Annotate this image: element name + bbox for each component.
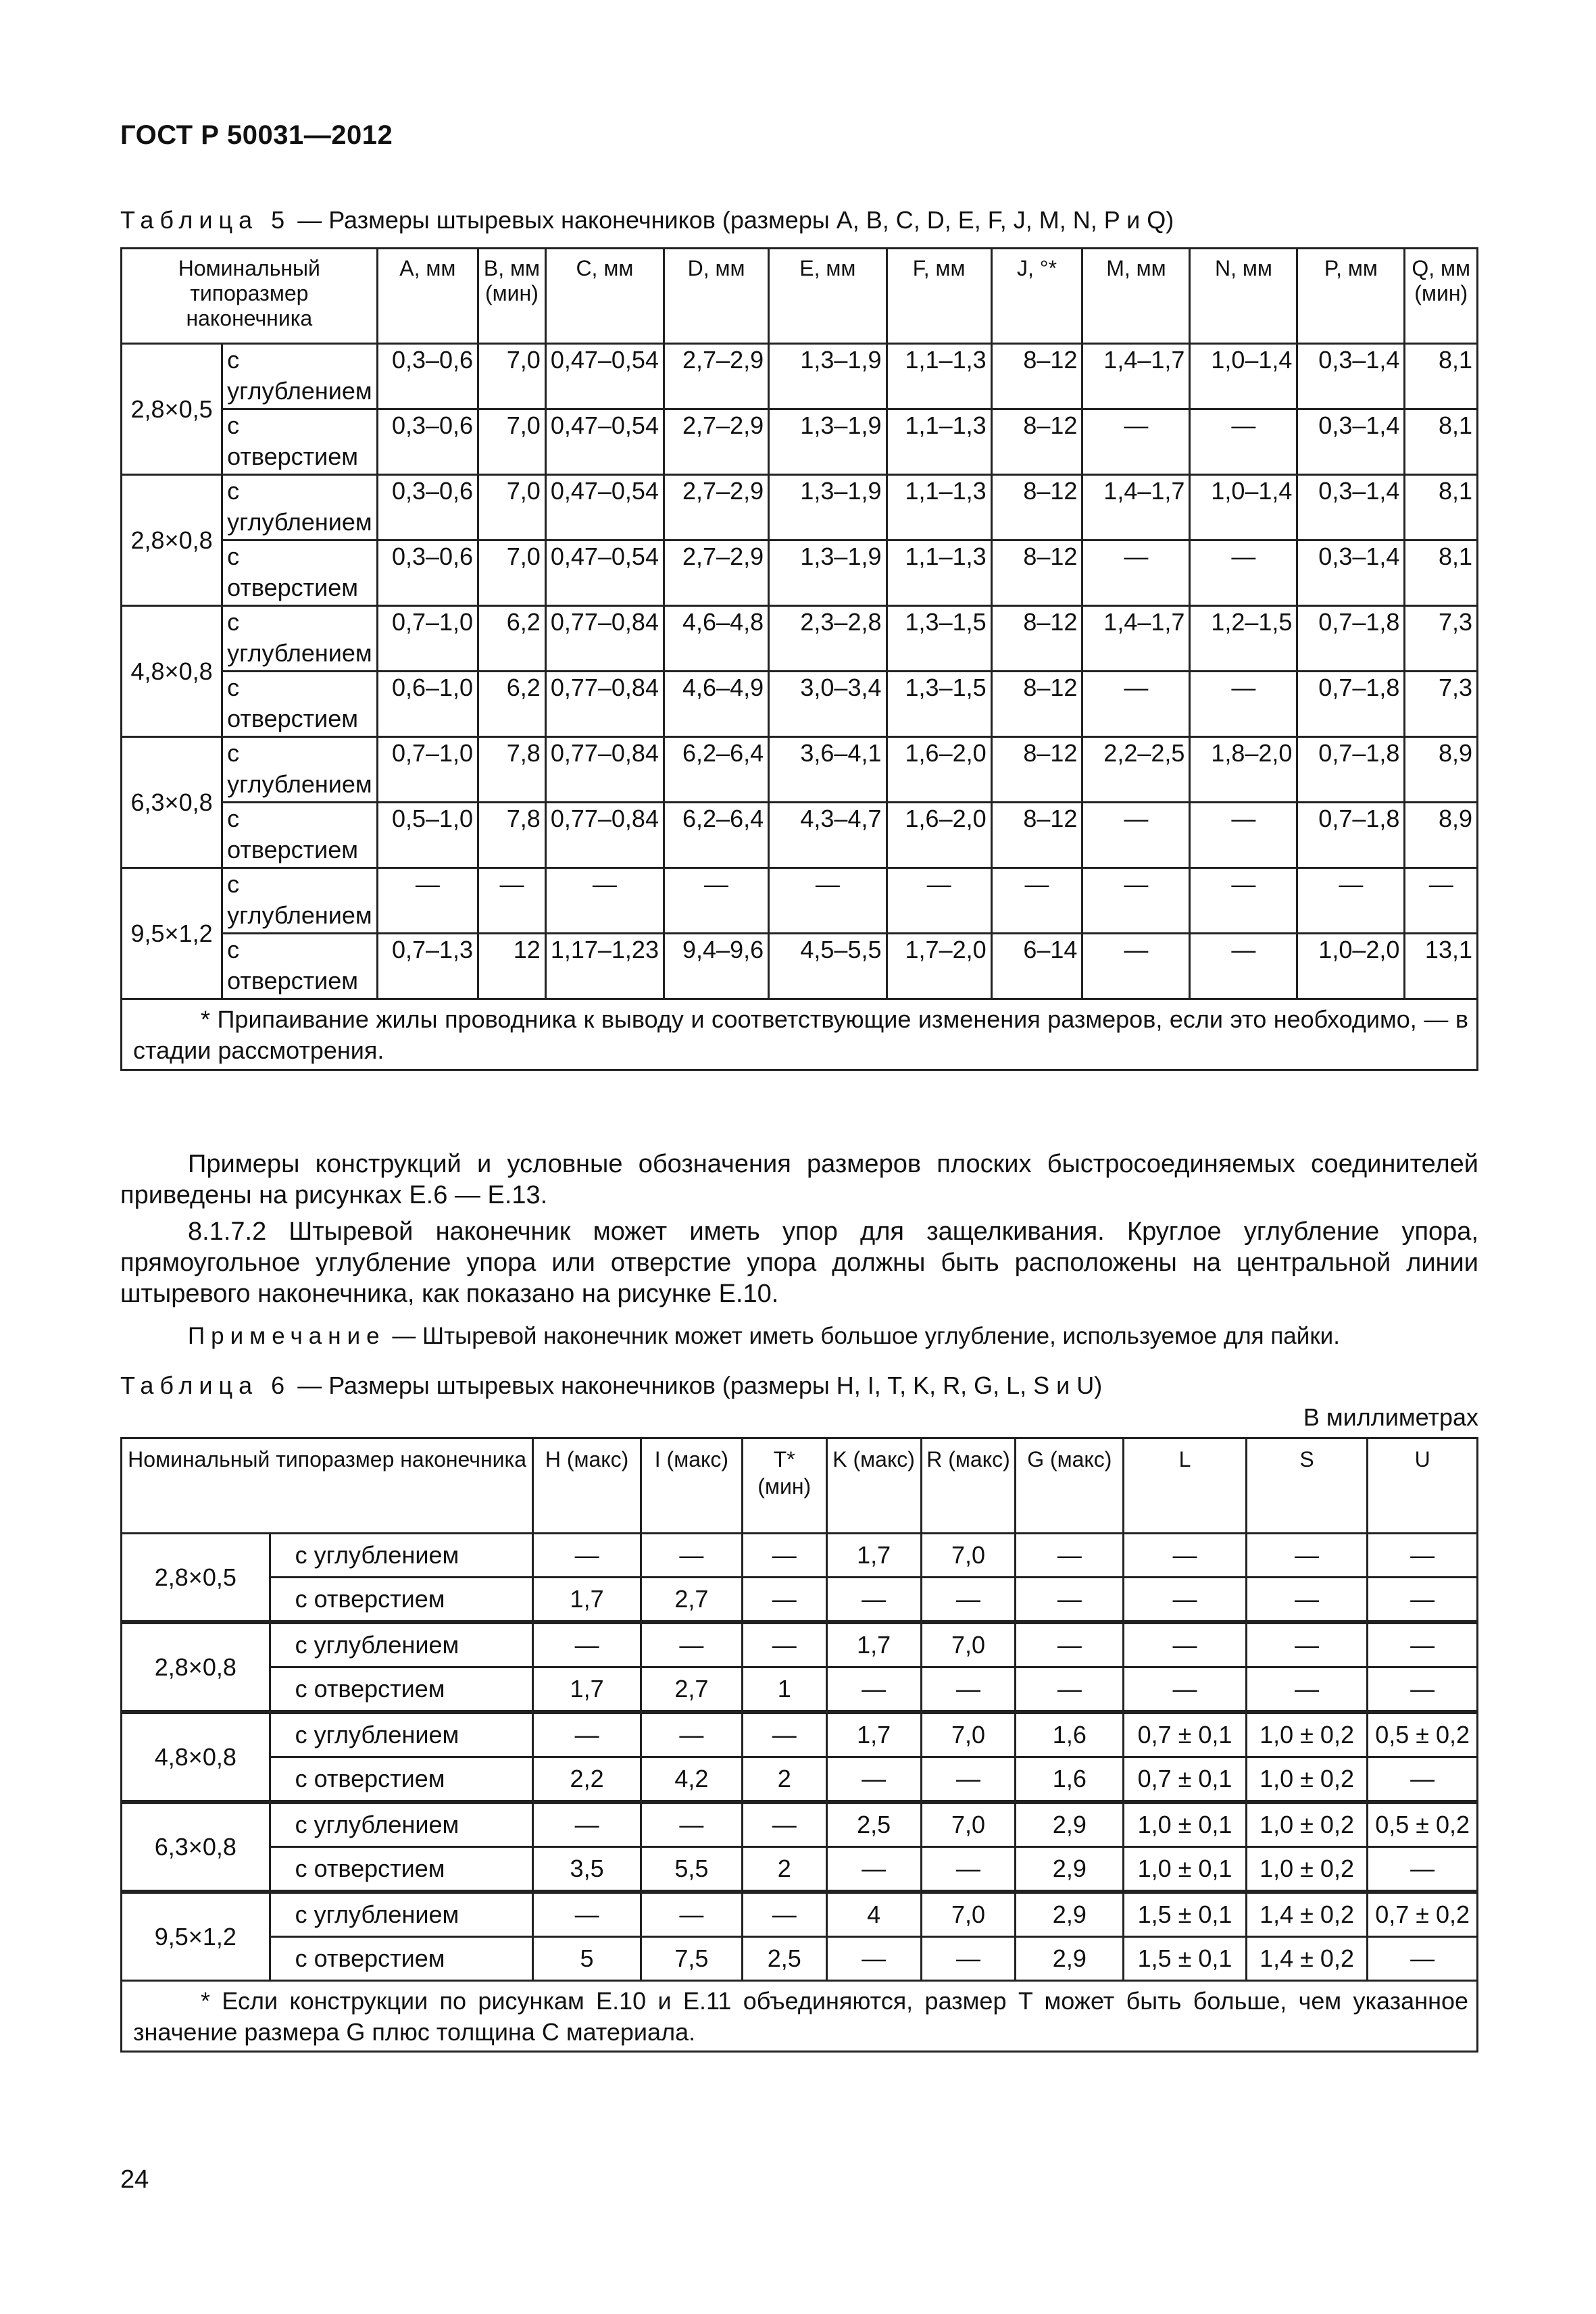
value-cell: — [1124,1578,1247,1623]
value-cell: — [826,1667,921,1713]
value-cell: — [826,1578,921,1623]
table5-col-header: J, °* [991,249,1082,344]
variant-cell: с углублением [222,475,378,540]
value-cell: — [921,1578,1016,1623]
size-cell: 9,5×1,2 [122,868,222,999]
value-cell: 1,0 ± 0,2 [1246,1802,1368,1847]
paragraph-8-1-7-2: 8.1.7.2 Штыревой наконечник может иметь упор для защелкивания. Круглое углубление упора, прямоугольное углубление упора или отверстие упора должны быть расположены на центральной линии штыревого наконечника, как показано на рисунке Е.10. [120,1217,1478,1308]
value-cell: 8,1 [1405,409,1478,475]
value-cell: 1,3–1,5 [887,606,991,672]
variant-cell: с углублением [222,868,378,934]
table5-caption-text: — Размеры штыревых наконечников (размеры A, B, C, D, E, F, J, M, N, P и Q) [291,206,1174,234]
value-cell: 1,4 ± 0,2 [1246,1937,1368,1981]
value-cell: 7,0 [921,1802,1016,1847]
size-cell: 6,3×0,8 [122,737,222,868]
value-cell: 0,7–1,0 [377,606,478,672]
table-row [122,344,1478,409]
table6-col-header: L [1124,1438,1247,1534]
value-cell: 8,1 [1405,475,1478,540]
value-cell: 1,3–1,9 [769,475,887,540]
table5-col-header: Q, мм (мин) [1405,249,1478,344]
value-cell: — [1246,1534,1368,1578]
table5-header-row [122,249,1478,344]
value-cell: 7,0 [478,540,546,606]
value-cell: 2,3–2,8 [769,606,887,672]
variant-cell: с отверстием [270,1847,533,1892]
value-cell: — [826,1757,921,1803]
value-cell: 0,7–1,8 [1297,737,1405,803]
note-paragraph [120,1321,1478,1352]
value-cell: — [1246,1578,1368,1623]
value-cell: 0,77–0,84 [545,606,664,672]
value-cell: — [641,1802,742,1847]
value-cell: 8–12 [991,540,1082,606]
size-cell: 2,8×0,8 [122,1622,270,1712]
variant-cell: с углублением [270,1802,533,1847]
table-row [122,1578,1478,1623]
value-cell: 1,4–1,7 [1082,606,1190,672]
value-cell: — [921,1937,1016,1981]
value-cell: 2,7–2,9 [664,344,768,409]
value-cell: 0,77–0,84 [545,803,664,868]
value-cell: 2,5 [742,1937,826,1981]
variant-cell: с отверстием [222,934,378,999]
value-cell: 1,1–1,3 [887,344,991,409]
variant-cell: с углублением [222,737,378,803]
value-cell: — [1124,1622,1247,1667]
value-cell: — [1082,672,1190,737]
value-cell: 8,9 [1405,803,1478,868]
value-cell: — [1368,1757,1478,1803]
value-cell: — [1016,1667,1124,1713]
variant-cell: с отверстием [270,1578,533,1623]
value-cell: 0,7 ± 0,1 [1124,1757,1247,1803]
table-row [122,868,1478,934]
value-cell: — [1082,409,1190,475]
note-text: — Штыревой наконечник может иметь большое углубление, используемое для пайки. [385,1323,1340,1349]
value-cell: 2,7–2,9 [664,475,768,540]
value-cell: 2 [742,1757,826,1803]
table-row [122,1667,1478,1713]
value-cell: — [921,1757,1016,1803]
value-cell: 0,3–1,4 [1297,344,1405,409]
value-cell: — [1246,1667,1368,1713]
value-cell: 0,5 ± 0,2 [1368,1802,1478,1847]
value-cell: 0,3–0,6 [377,475,478,540]
value-cell: 4,6–4,8 [664,606,768,672]
table5-footnote [122,999,1478,1070]
value-cell: 9,4–9,6 [664,934,768,999]
value-cell: 0,7–1,8 [1297,672,1405,737]
value-cell: — [641,1534,742,1578]
value-cell: 2,5 [826,1802,921,1847]
value-cell: — [887,868,991,934]
size-cell: 4,8×0,8 [122,606,222,737]
page-number: 24 [120,2165,149,2194]
value-cell: 7,0 [921,1892,1016,1937]
value-cell: 1,3–1,5 [887,672,991,737]
value-cell: — [1368,1847,1478,1892]
value-cell: — [641,1712,742,1757]
value-cell: — [1368,1937,1478,1981]
value-cell: — [742,1534,826,1578]
table-row [122,1712,1478,1757]
value-cell: 2,7 [641,1667,742,1713]
value-cell: 2 [742,1847,826,1892]
value-cell: 6,2 [478,606,546,672]
value-cell: 8,1 [1405,540,1478,606]
value-cell: — [1016,1534,1124,1578]
value-cell: — [1124,1534,1247,1578]
table6-col-header: R (макс) [921,1438,1016,1534]
value-cell: 2,9 [1016,1802,1124,1847]
value-cell: 1,4–1,7 [1082,475,1190,540]
value-cell: — [921,1847,1016,1892]
variant-cell: с углублением [222,344,378,409]
value-cell: — [533,1534,641,1578]
value-cell: 1,3–1,9 [769,540,887,606]
table5-col-header: C, мм [545,249,664,344]
value-cell: 0,3–1,4 [1297,475,1405,540]
value-cell: — [1124,1667,1247,1713]
size-cell: 4,8×0,8 [122,1712,270,1802]
value-cell: 0,3–0,6 [377,409,478,475]
table5-col-nominal: Номинальный типоразмер наконечника [122,249,378,344]
value-cell: 1,3–1,9 [769,409,887,475]
value-cell: 0,3–0,6 [377,344,478,409]
table-row [122,934,1478,999]
table5-col-header: D, мм [664,249,768,344]
table6-footnote [122,1981,1478,2052]
value-cell: — [664,868,768,934]
variant-cell: с отверстием [222,672,378,737]
value-cell: 4 [826,1892,921,1937]
table6-col-nominal: Номинальный типоразмер наконечника [122,1438,533,1534]
value-cell: — [533,1622,641,1667]
value-cell: — [921,1667,1016,1713]
value-cell: 6,2–6,4 [664,803,768,868]
value-cell: — [641,1622,742,1667]
value-cell: 0,7 ± 0,2 [1368,1892,1478,1937]
value-cell: 4,6–4,9 [664,672,768,737]
value-cell: — [991,868,1082,934]
value-cell: 1,6 [1016,1757,1124,1803]
value-cell: 6,2–6,4 [664,737,768,803]
value-cell: — [742,1622,826,1667]
value-cell: 1,6–2,0 [887,737,991,803]
variant-cell: с углублением [270,1712,533,1757]
table-row [122,737,1478,803]
value-cell: 1,0 ± 0,1 [1124,1802,1247,1847]
value-cell: 7,0 [478,475,546,540]
value-cell: 1,0–1,4 [1190,475,1297,540]
value-cell: — [826,1937,921,1981]
value-cell: 2,9 [1016,1937,1124,1981]
table6-caption-text: — Размеры штыревых наконечников (размеры H, I, T, K, R, G, L, S и U) [291,1372,1103,1399]
table-row [122,1937,1478,1981]
value-cell: 1,0 ± 0,1 [1124,1847,1247,1892]
variant-cell: с отверстием [270,1937,533,1981]
value-cell: 1,1–1,3 [887,540,991,606]
value-cell: 8–12 [991,672,1082,737]
value-cell: — [1082,868,1190,934]
value-cell: 1,2–1,5 [1190,606,1297,672]
variant-cell: с углублением [270,1622,533,1667]
value-cell: — [1190,934,1297,999]
value-cell: 1,0 ± 0,2 [1246,1712,1368,1757]
value-cell: 0,77–0,84 [545,672,664,737]
table5-col-header: E, мм [769,249,887,344]
value-cell: 1,4–1,7 [1082,344,1190,409]
value-cell: 8–12 [991,344,1082,409]
table5-col-header: A, мм [377,249,478,344]
variant-cell: с отверстием [222,409,378,475]
value-cell: 1 [742,1667,826,1713]
table6-col-header: K (макс) [826,1438,921,1534]
value-cell: — [1368,1534,1478,1578]
value-cell: 7,0 [478,344,546,409]
value-cell: 0,47–0,54 [545,344,664,409]
value-cell: 1,7–2,0 [887,934,991,999]
value-cell: — [1297,868,1405,934]
value-cell: 1,0 ± 0,2 [1246,1757,1368,1803]
table5-footnote-row [122,999,1478,1070]
value-cell: 5 [533,1937,641,1981]
value-cell: 1,5 ± 0,1 [1124,1892,1247,1937]
value-cell: 1,6–2,0 [887,803,991,868]
value-cell: 7,0 [921,1622,1016,1667]
value-cell: — [1368,1578,1478,1623]
value-cell: — [1016,1622,1124,1667]
value-cell: — [742,1892,826,1937]
value-cell: — [1190,409,1297,475]
variant-cell: с отверстием [270,1757,533,1803]
value-cell: — [545,868,664,934]
value-cell: 1,0 ± 0,2 [1246,1847,1368,1892]
value-cell: 1,5 ± 0,1 [1124,1937,1247,1981]
value-cell: 0,47–0,54 [545,409,664,475]
table-row [122,1534,1478,1578]
value-cell: 0,7–1,3 [377,934,478,999]
table5-col-header: N, мм [1190,249,1297,344]
value-cell: 4,5–5,5 [769,934,887,999]
table-row [122,1847,1478,1892]
value-cell: 0,7–1,8 [1297,606,1405,672]
value-cell: 2,2 [533,1757,641,1803]
table5-col-header: P, мм [1297,249,1405,344]
table5 [120,247,1478,1071]
table5-col-header: B, мм (мин) [478,249,546,344]
value-cell: 1,17–1,23 [545,934,664,999]
variant-cell: с отверстием [222,540,378,606]
value-cell: 8–12 [991,803,1082,868]
value-cell: 7,8 [478,803,546,868]
value-cell: — [1190,540,1297,606]
value-cell: 0,3–1,4 [1297,540,1405,606]
size-cell: 2,8×0,5 [122,1534,270,1623]
value-cell: 1,1–1,3 [887,475,991,540]
value-cell: — [1190,672,1297,737]
value-cell: 7,0 [478,409,546,475]
table5-footnote-text: * Припаивание жилы проводника к выводу и соответствующие изменения размеров, если это необходимо, — в стадии рассмотрения. [133,1005,1468,1064]
value-cell: — [1082,803,1190,868]
value-cell: — [742,1578,826,1623]
value-cell: — [742,1802,826,1847]
value-cell: 1,0–2,0 [1297,934,1405,999]
table-row [122,1622,1478,1667]
value-cell: 0,7–1,0 [377,737,478,803]
note-prefix: Примечание [188,1323,386,1349]
value-cell: 8–12 [991,409,1082,475]
value-cell: 0,7–1,8 [1297,803,1405,868]
value-cell: — [1368,1622,1478,1667]
table5-caption-prefix: Таблица 5 [120,206,291,234]
value-cell: 2,9 [1016,1847,1124,1892]
value-cell: — [1016,1578,1124,1623]
value-cell: 2,7–2,9 [664,409,768,475]
value-cell: 6–14 [991,934,1082,999]
value-cell: — [1405,868,1478,934]
value-cell: 0,5–1,0 [377,803,478,868]
value-cell: 1,7 [826,1622,921,1667]
variant-cell: с углублением [270,1892,533,1937]
table6-col-header: U [1368,1438,1478,1534]
table5-col-header: M, мм [1082,249,1190,344]
value-cell: — [826,1847,921,1892]
value-cell: 8–12 [991,606,1082,672]
table6-units: В миллиметрах [1303,1403,1478,1431]
value-cell: 4,3–4,7 [769,803,887,868]
value-cell: — [533,1892,641,1937]
value-cell: 1,3–1,9 [769,344,887,409]
variant-cell: с отверстием [222,803,378,868]
value-cell: 7,0 [921,1712,1016,1757]
variant-cell: с углублением [270,1534,533,1578]
value-cell: 1,7 [533,1578,641,1623]
value-cell: — [742,1712,826,1757]
value-cell: 3,6–4,1 [769,737,887,803]
value-cell: 2,2–2,5 [1082,737,1190,803]
value-cell: 3,5 [533,1847,641,1892]
table6-col-header: G (макс) [1016,1438,1124,1534]
variant-cell: с отверстием [270,1667,533,1713]
value-cell: — [533,1802,641,1847]
table6-col-header: T* (мин) [742,1438,826,1534]
value-cell: 1,6 [1016,1712,1124,1757]
value-cell: 7,8 [478,737,546,803]
table6-col-header: H (макс) [533,1438,641,1534]
value-cell: 0,3–1,4 [1297,409,1405,475]
value-cell: 1,8–2,0 [1190,737,1297,803]
value-cell: 6,2 [478,672,546,737]
value-cell: 0,47–0,54 [545,540,664,606]
value-cell: 3,0–3,4 [769,672,887,737]
value-cell: 1,0–1,4 [1190,344,1297,409]
table6-col-header: I (макс) [641,1438,742,1534]
value-cell: — [1082,934,1190,999]
value-cell: 5,5 [641,1847,742,1892]
value-cell: 2,9 [1016,1892,1124,1937]
value-cell: — [377,868,478,934]
table-row [122,672,1478,737]
table6-footnote-text: * Если конструкции по рисункам Е.10 и Е.11 объединяются, размер T может быть больше, чем указанное значение размера G плюс толщина C материала. [133,1987,1468,2046]
size-cell: 6,3×0,8 [122,1802,270,1892]
table6-col-header: S [1246,1438,1368,1534]
value-cell: 8–12 [991,737,1082,803]
table6-footnote-row [122,1981,1478,2052]
value-cell: 1,1–1,3 [887,409,991,475]
value-cell: — [769,868,887,934]
standard-header: ГОСТ Р 50031—2012 [120,120,393,150]
table-row [122,540,1478,606]
size-cell: 9,5×1,2 [122,1892,270,1981]
table6-header-row [122,1438,1478,1534]
value-cell: 2,7 [641,1578,742,1623]
value-cell: — [641,1892,742,1937]
table-row [122,803,1478,868]
value-cell: 0,6–1,0 [377,672,478,737]
value-cell: 13,1 [1405,934,1478,999]
table-row [122,1757,1478,1803]
value-cell: 7,3 [1405,672,1478,737]
table-row [122,409,1478,475]
size-cell: 2,8×0,5 [122,344,222,475]
value-cell: 7,0 [921,1534,1016,1578]
value-cell: 0,77–0,84 [545,737,664,803]
value-cell: — [478,868,546,934]
value-cell: 1,4 ± 0,2 [1246,1892,1368,1937]
table5-col-header: F, мм [887,249,991,344]
value-cell: 8,1 [1405,344,1478,409]
value-cell: 1,7 [826,1712,921,1757]
value-cell: 0,5 ± 0,2 [1368,1712,1478,1757]
value-cell: 7,3 [1405,606,1478,672]
table5-caption [120,206,1174,234]
value-cell: 4,2 [641,1757,742,1803]
value-cell: — [1190,803,1297,868]
value-cell: 7,5 [641,1937,742,1981]
table-row [122,1892,1478,1937]
value-cell: — [1190,868,1297,934]
table6-caption [120,1372,1102,1400]
value-cell: — [1368,1667,1478,1713]
value-cell: 2,7–2,9 [664,540,768,606]
size-cell: 2,8×0,8 [122,475,222,606]
value-cell: 1,7 [826,1534,921,1578]
value-cell: 12 [478,934,546,999]
table6-caption-prefix: Таблица 6 [120,1372,291,1399]
value-cell: — [1082,540,1190,606]
value-cell: 1,7 [533,1667,641,1713]
value-cell: 0,7 ± 0,1 [1124,1712,1247,1757]
value-cell: 0,47–0,54 [545,475,664,540]
table-row [122,606,1478,672]
value-cell: 8–12 [991,475,1082,540]
table-row [122,1802,1478,1847]
value-cell: — [533,1712,641,1757]
value-cell: — [1246,1622,1368,1667]
variant-cell: с углублением [222,606,378,672]
table-row [122,475,1478,540]
value-cell: 0,3–0,6 [377,540,478,606]
paragraph-examples: Примеры конструкций и условные обозначения размеров плоских быстросоединяемых соединителей приведены на рисунках Е.6 — Е.13. [120,1150,1478,1209]
table6 [120,1437,1478,2053]
value-cell: 8,9 [1405,737,1478,803]
